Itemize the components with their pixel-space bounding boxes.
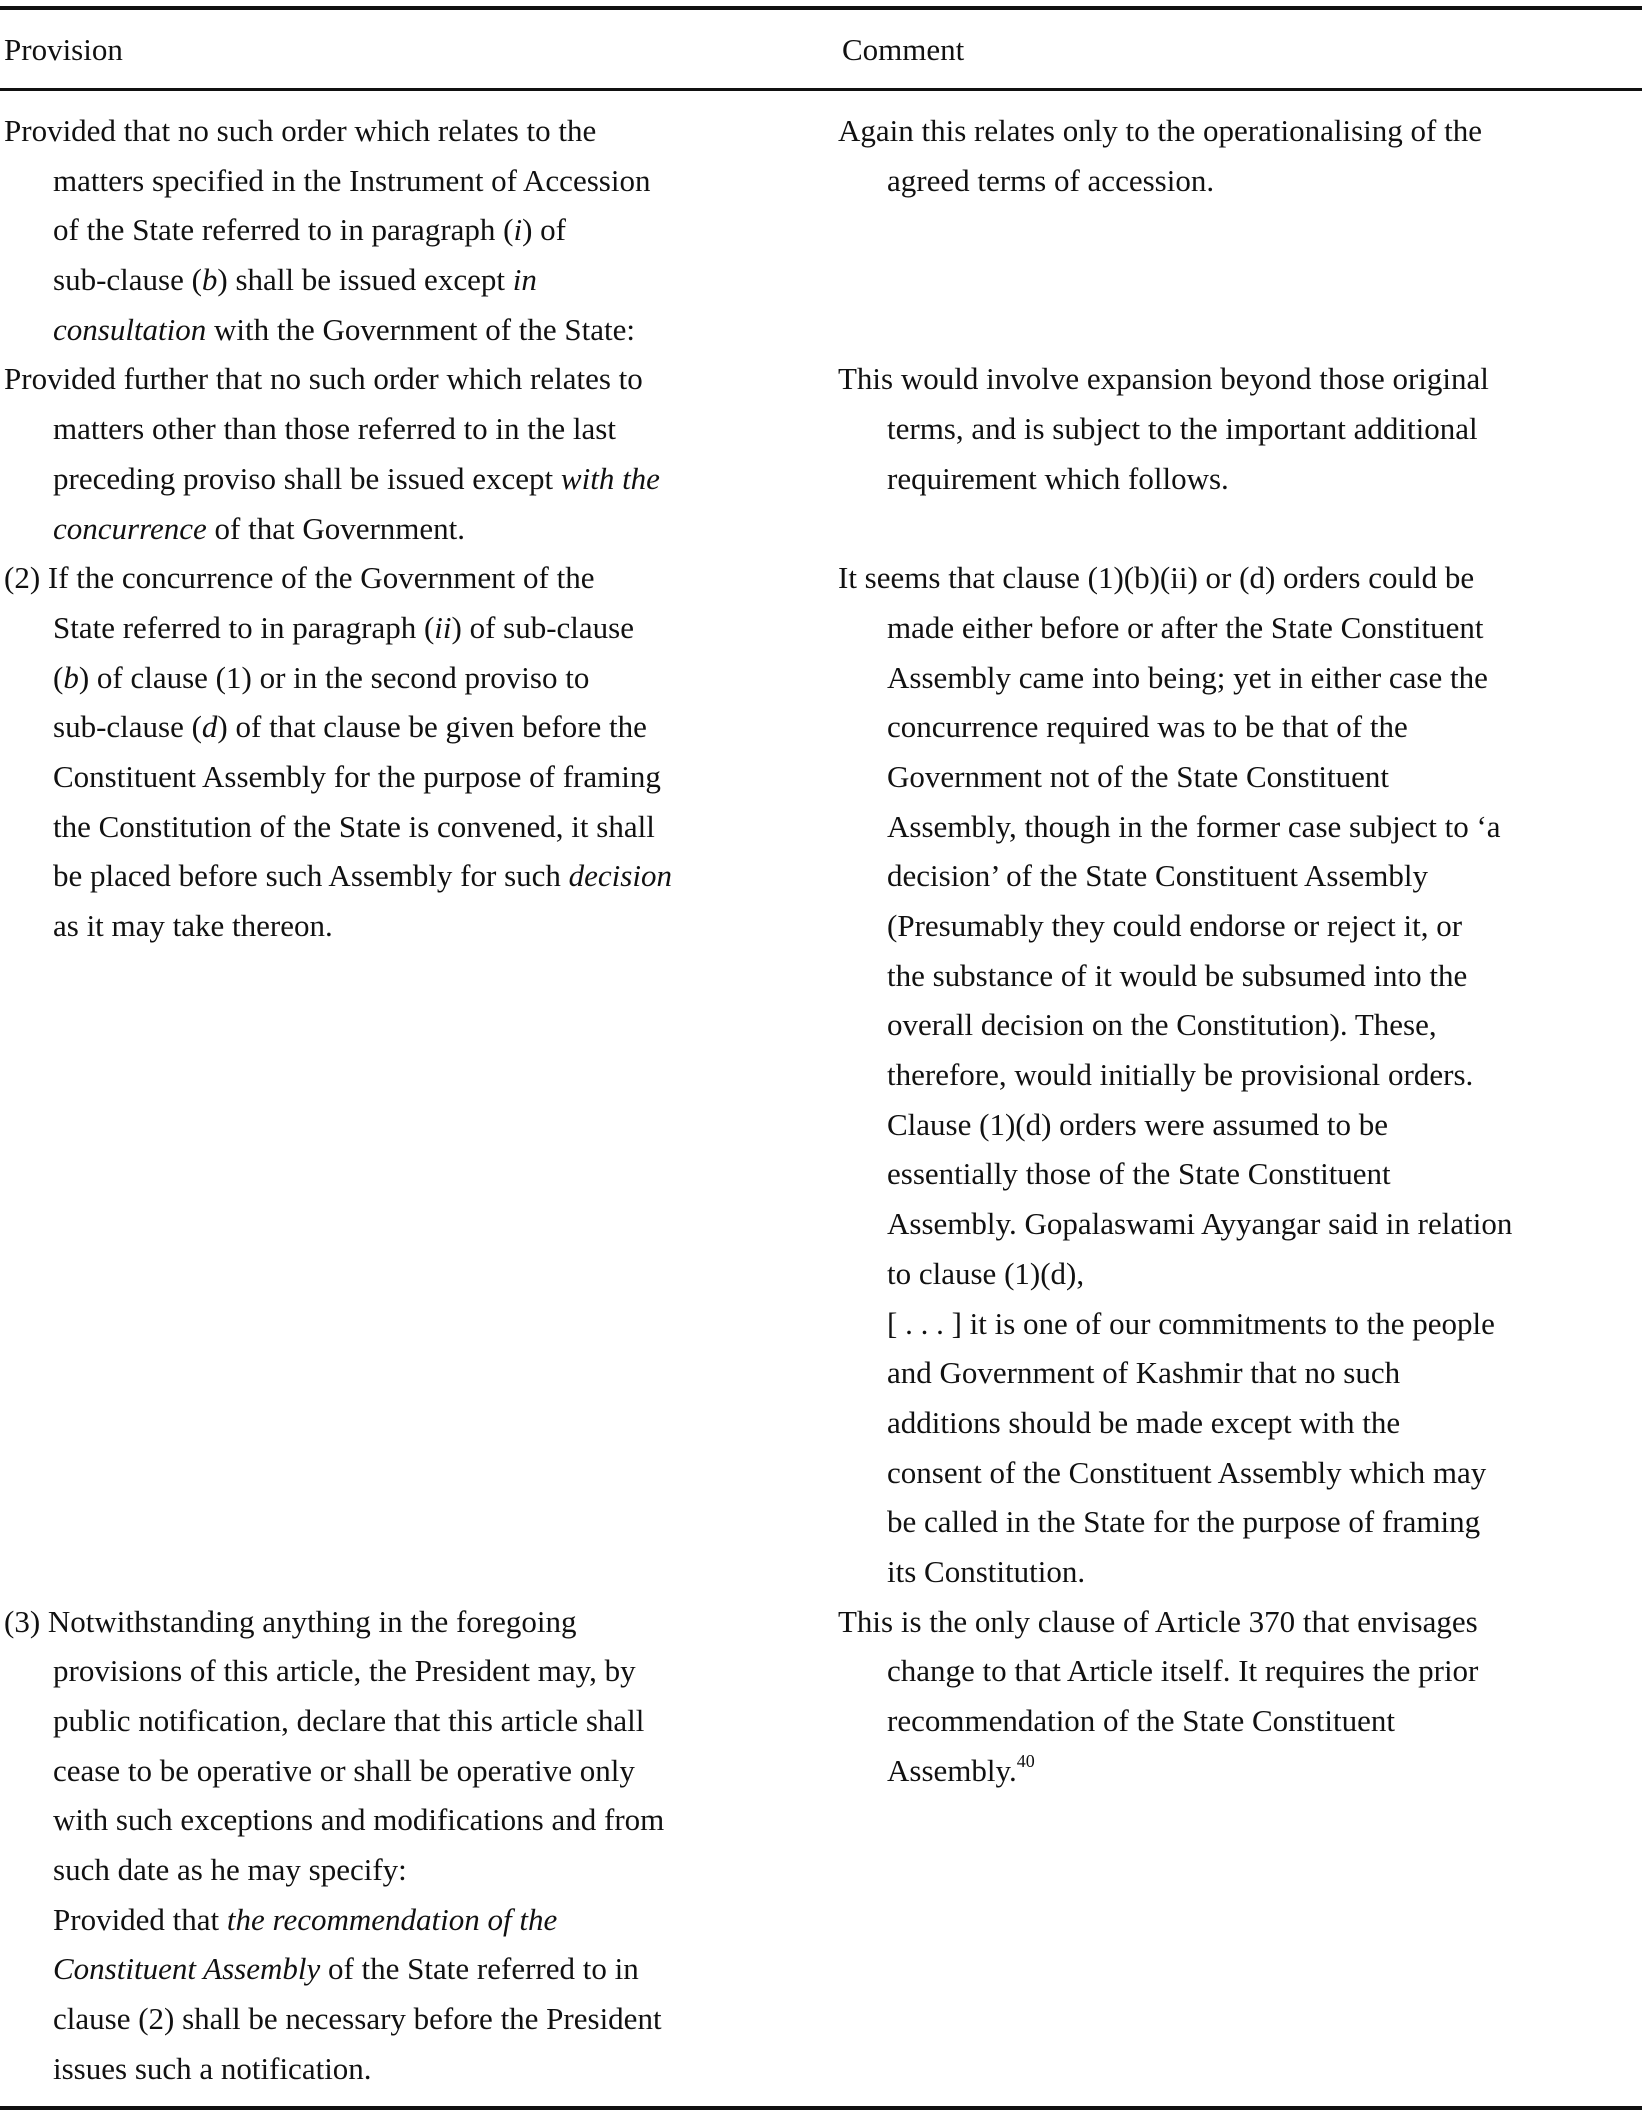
text-line (4, 454, 838, 504)
table-top-rule (0, 6, 1642, 10)
italic-text: with the (560, 460, 660, 496)
text-segment: concurrence required was to be that of the (887, 709, 1408, 745)
text-segment: (3) Notwithstanding anything in the foregoing (4, 1603, 577, 1639)
text-line (838, 1746, 1638, 1796)
text-line (838, 802, 1638, 852)
table-row (0, 553, 1642, 1596)
text-segment: be called in the State for the purpose of framing (887, 1504, 1481, 1540)
text-line (4, 901, 838, 951)
text-line (838, 404, 1638, 454)
text-line (4, 156, 838, 206)
text-line (4, 354, 838, 404)
text-line (4, 2044, 838, 2094)
text-segment: the substance of it would be subsumed into the (887, 957, 1468, 993)
text-segment: issues such a notification. (53, 2050, 372, 2086)
text-segment: cease to be operative or shall be operative only (53, 1752, 635, 1788)
text-line (4, 1845, 838, 1895)
text-segment: of that Government. (206, 510, 466, 546)
provision-cell (0, 553, 838, 1596)
text-segment: ) of (522, 212, 567, 248)
column-header-provision: Provision (4, 32, 123, 67)
text-line (838, 553, 1638, 603)
text-segment: be placed before such Assembly for such (53, 858, 569, 894)
text-segment: matters specified in the Instrument of Accession (53, 162, 651, 198)
comment-cell (838, 354, 1638, 553)
text-line (4, 1696, 838, 1746)
text-segment: ) of clause (1) or in the second proviso to (78, 659, 590, 695)
text-segment: This is the only clause of Article 370 that envisages (838, 1603, 1478, 1639)
italic-text: d (201, 709, 218, 745)
text-segment: consent of the Constituent Assembly which may (887, 1454, 1487, 1490)
text-line (838, 702, 1638, 752)
provision-cell (0, 1597, 838, 2094)
text-segment: therefore, would initially be provisional orders. (887, 1057, 1474, 1093)
text-segment: sub-clause ( (53, 709, 202, 745)
text-line (4, 1597, 838, 1647)
text-line (838, 851, 1638, 901)
text-line (4, 1746, 838, 1796)
text-line (4, 504, 838, 554)
italic-text: Constituent Assembly (53, 1951, 321, 1987)
text-segment: essentially those of the State Constituent (887, 1156, 1391, 1192)
text-segment: Assembly. (887, 1752, 1017, 1788)
italic-text: concurrence (53, 510, 207, 546)
text-line (838, 752, 1638, 802)
text-segment: clause (2) shall be necessary before the President (53, 2001, 662, 2037)
text-segment: provisions of this article, the President may, by (53, 1653, 636, 1689)
table-row (0, 1597, 1642, 2094)
text-line (4, 752, 838, 802)
text-line (838, 1398, 1638, 1448)
comment-cell (838, 106, 1638, 354)
text-segment: of the State referred to in (320, 1951, 639, 1987)
text-segment: made either before or after the State Constituent (887, 609, 1484, 645)
text-segment: Provided that (53, 1901, 227, 1937)
text-segment: Again this relates only to the operationalising of the (838, 113, 1482, 148)
text-line (838, 1199, 1638, 1249)
text-segment: overall decision on the Constitution). These, (887, 1007, 1437, 1043)
comment-cell (838, 1597, 1638, 2094)
text-line (838, 354, 1638, 404)
text-segment: Assembly came into being; yet in either case the (887, 659, 1488, 695)
text-segment: Constituent Assembly for the purpose of framing (53, 758, 661, 794)
text-segment: decision’ of the State Constituent Assembly (887, 858, 1429, 894)
text-segment: to clause (1)(d), (887, 1255, 1085, 1291)
provision-cell (0, 354, 838, 553)
italic-text: ii (434, 609, 452, 645)
text-line (4, 404, 838, 454)
italic-text: b (201, 262, 218, 298)
text-line (4, 1944, 838, 1994)
text-line (838, 1249, 1638, 1299)
text-line (838, 1149, 1638, 1199)
text-line (4, 1994, 838, 2044)
text-line (838, 1000, 1638, 1050)
text-line (838, 653, 1638, 703)
text-segment: of the State referred to in paragraph ( (53, 212, 514, 248)
text-line (838, 951, 1638, 1001)
text-segment: terms, and is subject to the important additional (887, 411, 1478, 447)
text-segment: with the Government of the State: (206, 311, 636, 347)
text-line (4, 851, 838, 901)
text-line (4, 603, 838, 653)
text-line (4, 553, 838, 603)
text-line (838, 603, 1638, 653)
text-segment: matters other than those referred to in the last (53, 411, 616, 447)
text-line (838, 1646, 1638, 1696)
text-segment: [ . . . ] it is one of our commitments to the people (887, 1305, 1495, 1341)
text-segment: sub-clause ( (53, 262, 202, 298)
text-line (4, 305, 838, 355)
italic-text: b (63, 659, 79, 695)
table-body (0, 106, 1642, 2094)
text-line (838, 1100, 1638, 1150)
column-header-comment: Comment (842, 32, 965, 67)
provision-cell (0, 106, 838, 354)
text-segment: Government not of the State Constituent (887, 758, 1389, 794)
text-segment: This would involve expansion beyond those original (838, 361, 1489, 397)
text-line (838, 1050, 1638, 1100)
text-line (838, 1448, 1638, 1498)
text-line (838, 1597, 1638, 1647)
table-bottom-rule (0, 2106, 1642, 2110)
text-segment: ) of sub-clause (451, 609, 635, 645)
text-segment: the Constitution of the State is convened, it shall (53, 808, 655, 844)
text-segment: preceding proviso shall be issued except (53, 460, 561, 496)
text-segment: its Constitution. (887, 1553, 1086, 1589)
text-segment: Clause (1)(d) orders were assumed to be (887, 1106, 1388, 1142)
text-segment: Assembly, though in the former case subject to ‘a (887, 808, 1501, 844)
text-segment: requirement which follows. (887, 460, 1229, 496)
text-segment: such date as he may specify: (53, 1852, 407, 1888)
text-segment: ) of that clause be given before the (217, 709, 647, 745)
text-line (838, 1547, 1638, 1597)
text-segment: Assembly. Gopalaswami Ayyangar said in relation (887, 1206, 1513, 1242)
text-segment: It seems that clause (1)(b)(ii) or (d) orders could be (838, 560, 1475, 596)
text-segment: ( (53, 659, 64, 695)
text-segment: (Presumably they could endorse or reject it, or (887, 908, 1463, 943)
text-line (4, 1895, 838, 1945)
text-segment: Provided further that no such order which relates to (4, 361, 643, 397)
text-line (838, 1497, 1638, 1547)
comment-cell (838, 553, 1638, 1596)
text-segment: and Government of Kashmir that no such (887, 1355, 1401, 1391)
italic-text: decision (568, 858, 672, 894)
text-segment: (2) If the concurrence of the Government of the (4, 560, 595, 596)
text-segment: recommendation of the State Constituent (887, 1703, 1395, 1738)
text-segment: Provided that no such order which relates to the (4, 113, 597, 148)
italic-text: the recommendation of the (226, 1901, 558, 1937)
text-line (838, 106, 1638, 156)
text-line (838, 901, 1638, 951)
text-line (838, 1348, 1638, 1398)
text-segment: ) shall be issued except (217, 262, 513, 298)
text-line (4, 702, 838, 752)
text-line (4, 653, 838, 703)
text-line (838, 156, 1638, 206)
italic-text: in (512, 262, 537, 298)
text-line (838, 454, 1638, 504)
table-row (0, 106, 1642, 354)
text-line (4, 205, 838, 255)
header-rule (0, 88, 1642, 91)
text-segment: State referred to in paragraph ( (53, 609, 435, 645)
text-line (4, 1795, 838, 1845)
text-line (4, 802, 838, 852)
text-segment: additions should be made except with the (887, 1404, 1401, 1440)
text-segment: public notification, declare that this article shall (53, 1703, 645, 1738)
text-line (838, 1696, 1638, 1746)
text-segment: agreed terms of accession. (887, 162, 1215, 198)
text-segment: change to that Article itself. It requires the prior (887, 1653, 1479, 1689)
text-line (4, 1646, 838, 1696)
italic-text: i (513, 212, 523, 248)
text-segment: with such exceptions and modifications and from (53, 1802, 665, 1838)
text-line (838, 1299, 1638, 1349)
text-line (4, 106, 838, 156)
text-line (4, 255, 838, 305)
italic-text: consultation (53, 311, 207, 347)
footnote-marker: 40 (1016, 1750, 1035, 1771)
table-row (0, 354, 1642, 553)
text-segment: as it may take thereon. (53, 908, 333, 943)
